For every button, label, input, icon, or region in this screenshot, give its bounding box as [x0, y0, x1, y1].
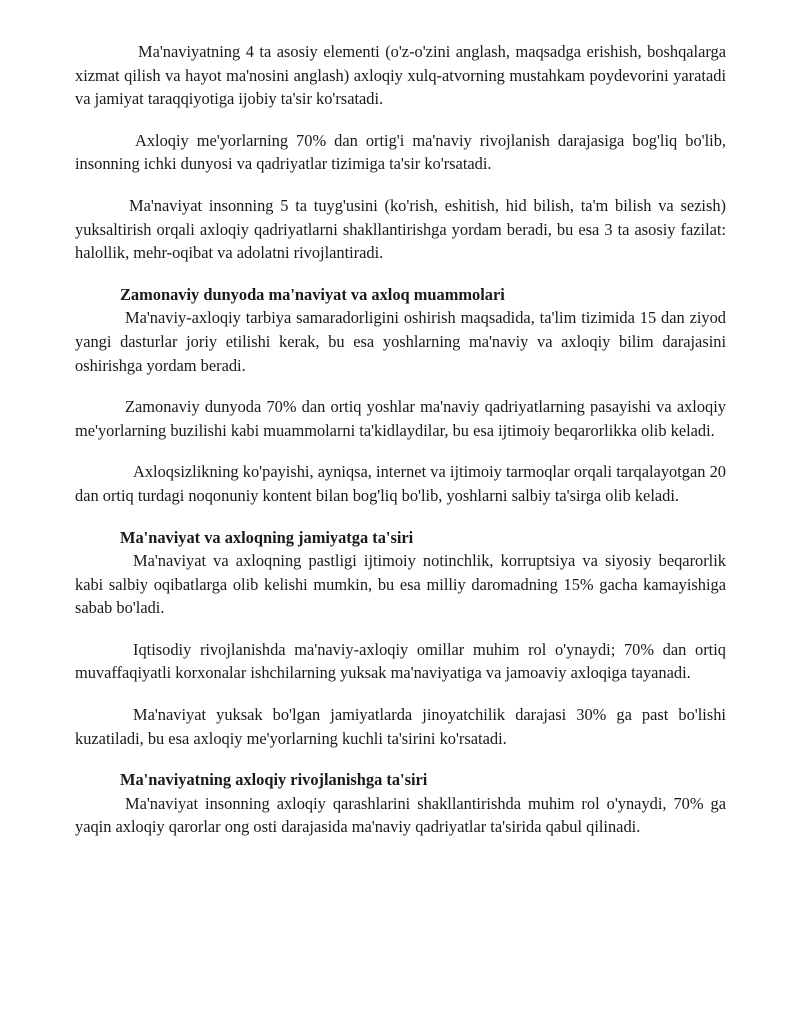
- section-heading: Ma'naviyat va axloqning jamiyatga ta'siri: [120, 527, 414, 547]
- paragraph: Ma'naviy-axloqiy tarbiya samaradorligini oshirish maqsadida, ta'lim tizimida 15 dan ziyod yangi dasturlar joriy etilishi kerak, bu esa yoshlarning ma'naviy va axloqiy bilim darajasini oshirishga yordam beradi.: [75, 308, 726, 375]
- paragraph: Axloqiy me'yorlarning 70% dan ortig'i ma'naviy rivojlanish darajasiga bog'liq bo'lib, insonning ichki dunyosi va qadriyatlar tizimiga ta'sir ko'rsatadi.: [75, 130, 726, 174]
- paragraph: Ma'naviyat insonning axloqiy qarashlarini shakllantirishda muhim rol o'ynaydi, 70% ga yaqin axloqiy qarorlar ong osti darajasida ma'naviy qadriyatlar ta'sirida qabul qilinadi.: [75, 793, 726, 837]
- paragraph: Ma'naviyat yuksak bo'lgan jamiyatlarda jinoyatchilik darajasi 30% ga past bo'lishi kuzatiladi, bu esa axloqiy me'yorlarning kuchli ta'sirini ko'rsatadi.: [75, 705, 726, 748]
- paragraph: Zamonaviy dunyoda 70% dan ortiq yoshlar ma'naviy qadriyatlarning pasayishi va axloqiy me'yorlarning buzilishi kabi muammolarni ta'kidlaydilar, bu esa ijtimoiy beqarorlikka olib keladi.: [75, 397, 726, 440]
- paragraph: Ma'naviyatning 4 ta asosiy elementi (o'z-o'zini anglash, maqsadga erishish, boshqalarga xizmat qilish va hayot ma'nosini anglash) axloqiy xulq-atvorning mustahkam poydevorini yaratadi va jamiyat taraqqiyotiga ijobiy ta'sir ko'rsatadi.: [75, 42, 726, 109]
- paragraph: Ma'naviyat va axloqning pastligi ijtimoiy notinchlik, korruptsiya va siyosiy beqarorlik kabi salbiy oqibatlarga olib kelishi mumkin, bu esa milliy daromadning 15% gacha kamayishiga sabab bo'ladi.: [75, 551, 726, 618]
- section-heading: Zamonaviy dunyoda ma'naviyat va axloq muammolari: [120, 284, 505, 304]
- paragraph: Axloqsizlikning ko'payishi, ayniqsa, internet va ijtimoiy tarmoqlar orqali tarqalayotgan 20 dan ortiq turdagi noqonuniy kontent bilan bog'liq bo'lib, yoshlarni salbiy ta'sirga olib keladi.: [75, 462, 726, 505]
- paragraph: Iqtisodiy rivojlanishda ma'naviy-axloqiy omillar muhim rol o'ynaydi; 70% dan ortiq muvaffaqiyatli korxonalar ishchilarning yuksak ma'naviyatiga va jamoaviy axloqiga tayanadi.: [75, 639, 726, 683]
- section-heading: Ma'naviyatning axloqiy rivojlanishga ta'siri: [120, 770, 428, 790]
- paragraph: Ma'naviyat insonning 5 ta tuyg'usini (ko'rish, eshitish, hid bilish, ta'm bilish va sezish) yuksaltirish orqali axloqiy qadriyatlarni shakllantirishga yordam beradi, bu esa 3 ta asosiy fazilat: halollik, mehr-oqibat va adolatni rivojlantiradi.: [75, 195, 726, 263]
- document-page: [75, 40, 726, 839]
